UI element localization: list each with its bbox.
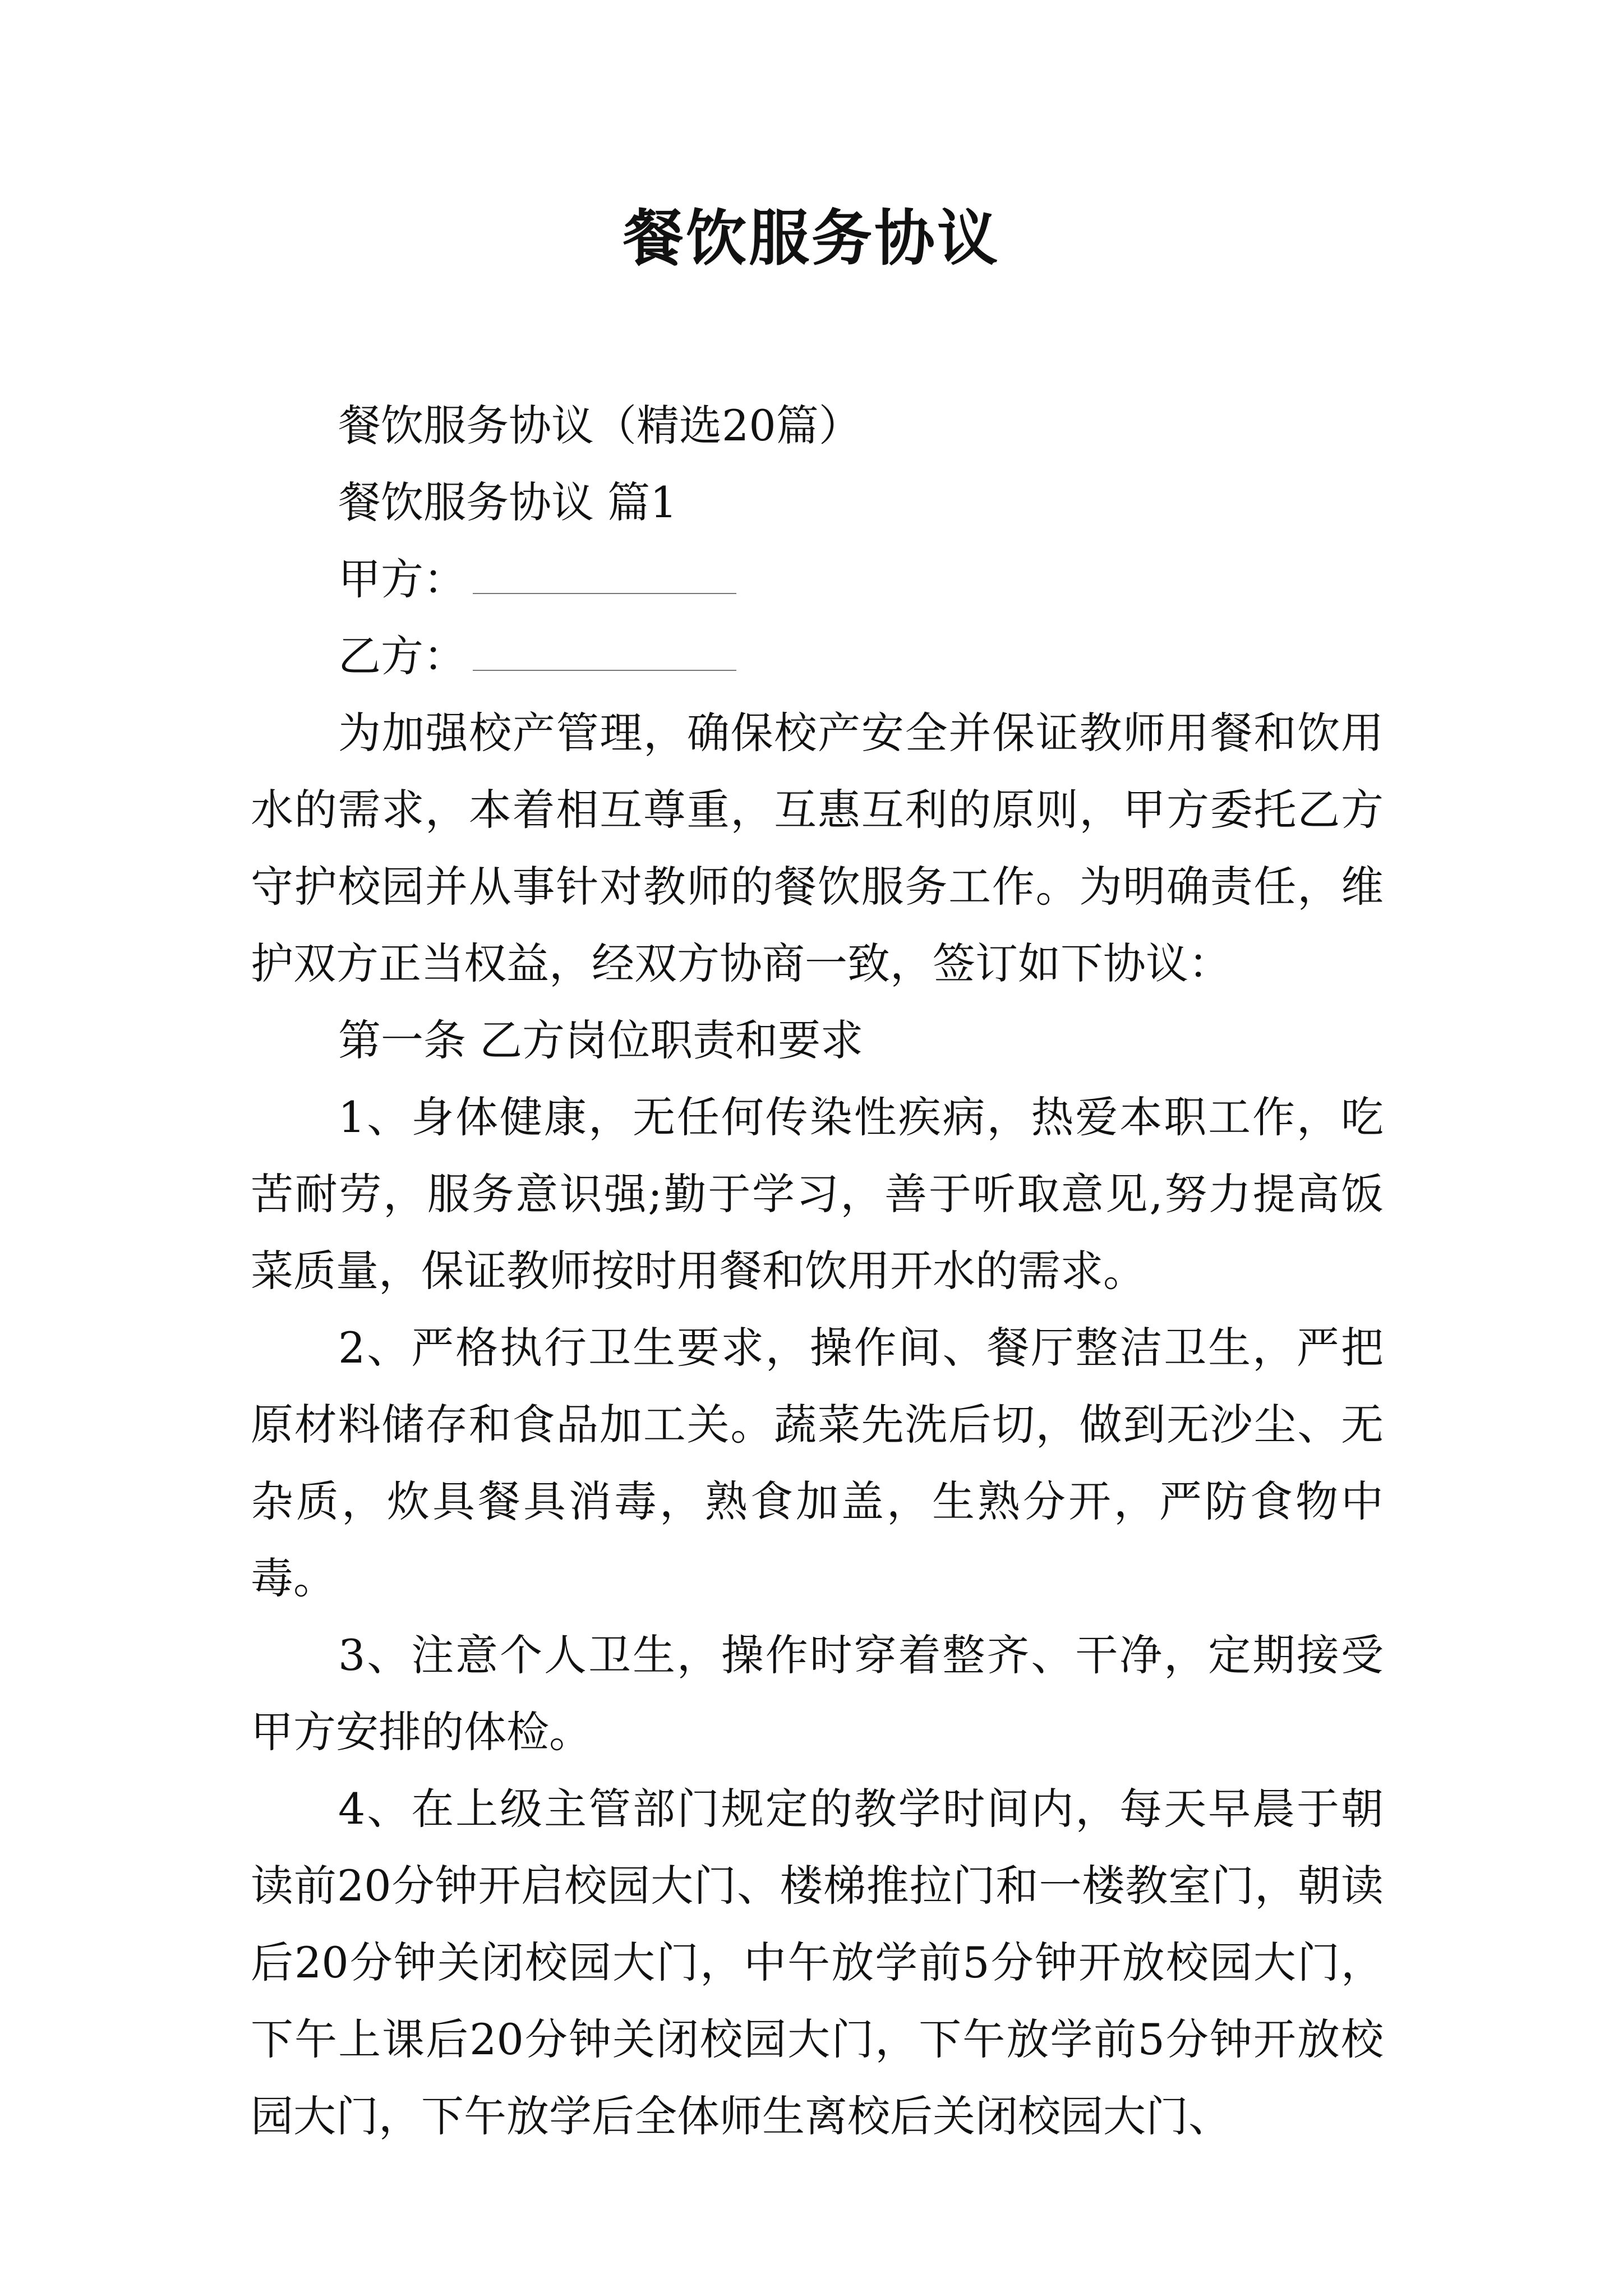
section-heading: 餐饮服务协议 篇1 — [338, 477, 677, 527]
article-1-heading: 第一条 乙方岗位职责和要求 — [338, 1015, 864, 1065]
clause-item-1: 1、身体健康，无任何传染性疾病，热爱本职工作，吃苦耐劳，服务意识强;勤于学习，善于听取意见,努力提高饭菜质量，保证教师按时用餐和饮用开水的需求。 — [251, 1092, 1384, 1296]
party-a-blank — [473, 542, 736, 594]
party-a-label: 甲方： — [338, 554, 466, 604]
party-a-field — [251, 541, 1384, 618]
party-b-label: 乙方： — [338, 631, 466, 681]
document-body — [251, 387, 1384, 2155]
clause-item-3: 3、注意个人卫生，操作时穿着整齐、干净，定期接受甲方安排的体检。 — [251, 1630, 1384, 1757]
party-b-blank — [473, 619, 736, 671]
clause-item-4: 4、在上级主管部门规定的教学时间内，每天早晨于朝读前20分钟开启校园大门、楼梯推拉门和一楼教室门，朝读后20分钟关闭校园大门，中午放学前5分钟开放校园大门，下午上课后20分钟关闭校园大门，下午放学前5分钟开放校园大门，下午放学后全体师生离校后关闭校园大门、 — [251, 1784, 1384, 2141]
clause-item-2: 2、严格执行卫生要求，操作间、餐厅整洁卫生，严把原材料储存和食品加工关。蔬菜先洗后切，做到无沙尘、无杂质，炊具餐具消毒，熟食加盖，生熟分开，严防食物中毒。 — [251, 1323, 1384, 1603]
document-title: 餐饮服务协议 — [623, 203, 1000, 274]
intro-paragraph: 为加强校产管理，确保校产安全并保证教师用餐和饮用水的需求，本着相互尊重，互惠互利的原则，甲方委托乙方守护校园并从事针对教师的餐饮服务工作。为明确责任，维护双方正当权益，经双方协商一致，签订如下协议： — [251, 708, 1384, 988]
subtitle: 餐饮服务协议（精选20篇） — [338, 401, 861, 450]
party-b-field — [251, 618, 1384, 694]
